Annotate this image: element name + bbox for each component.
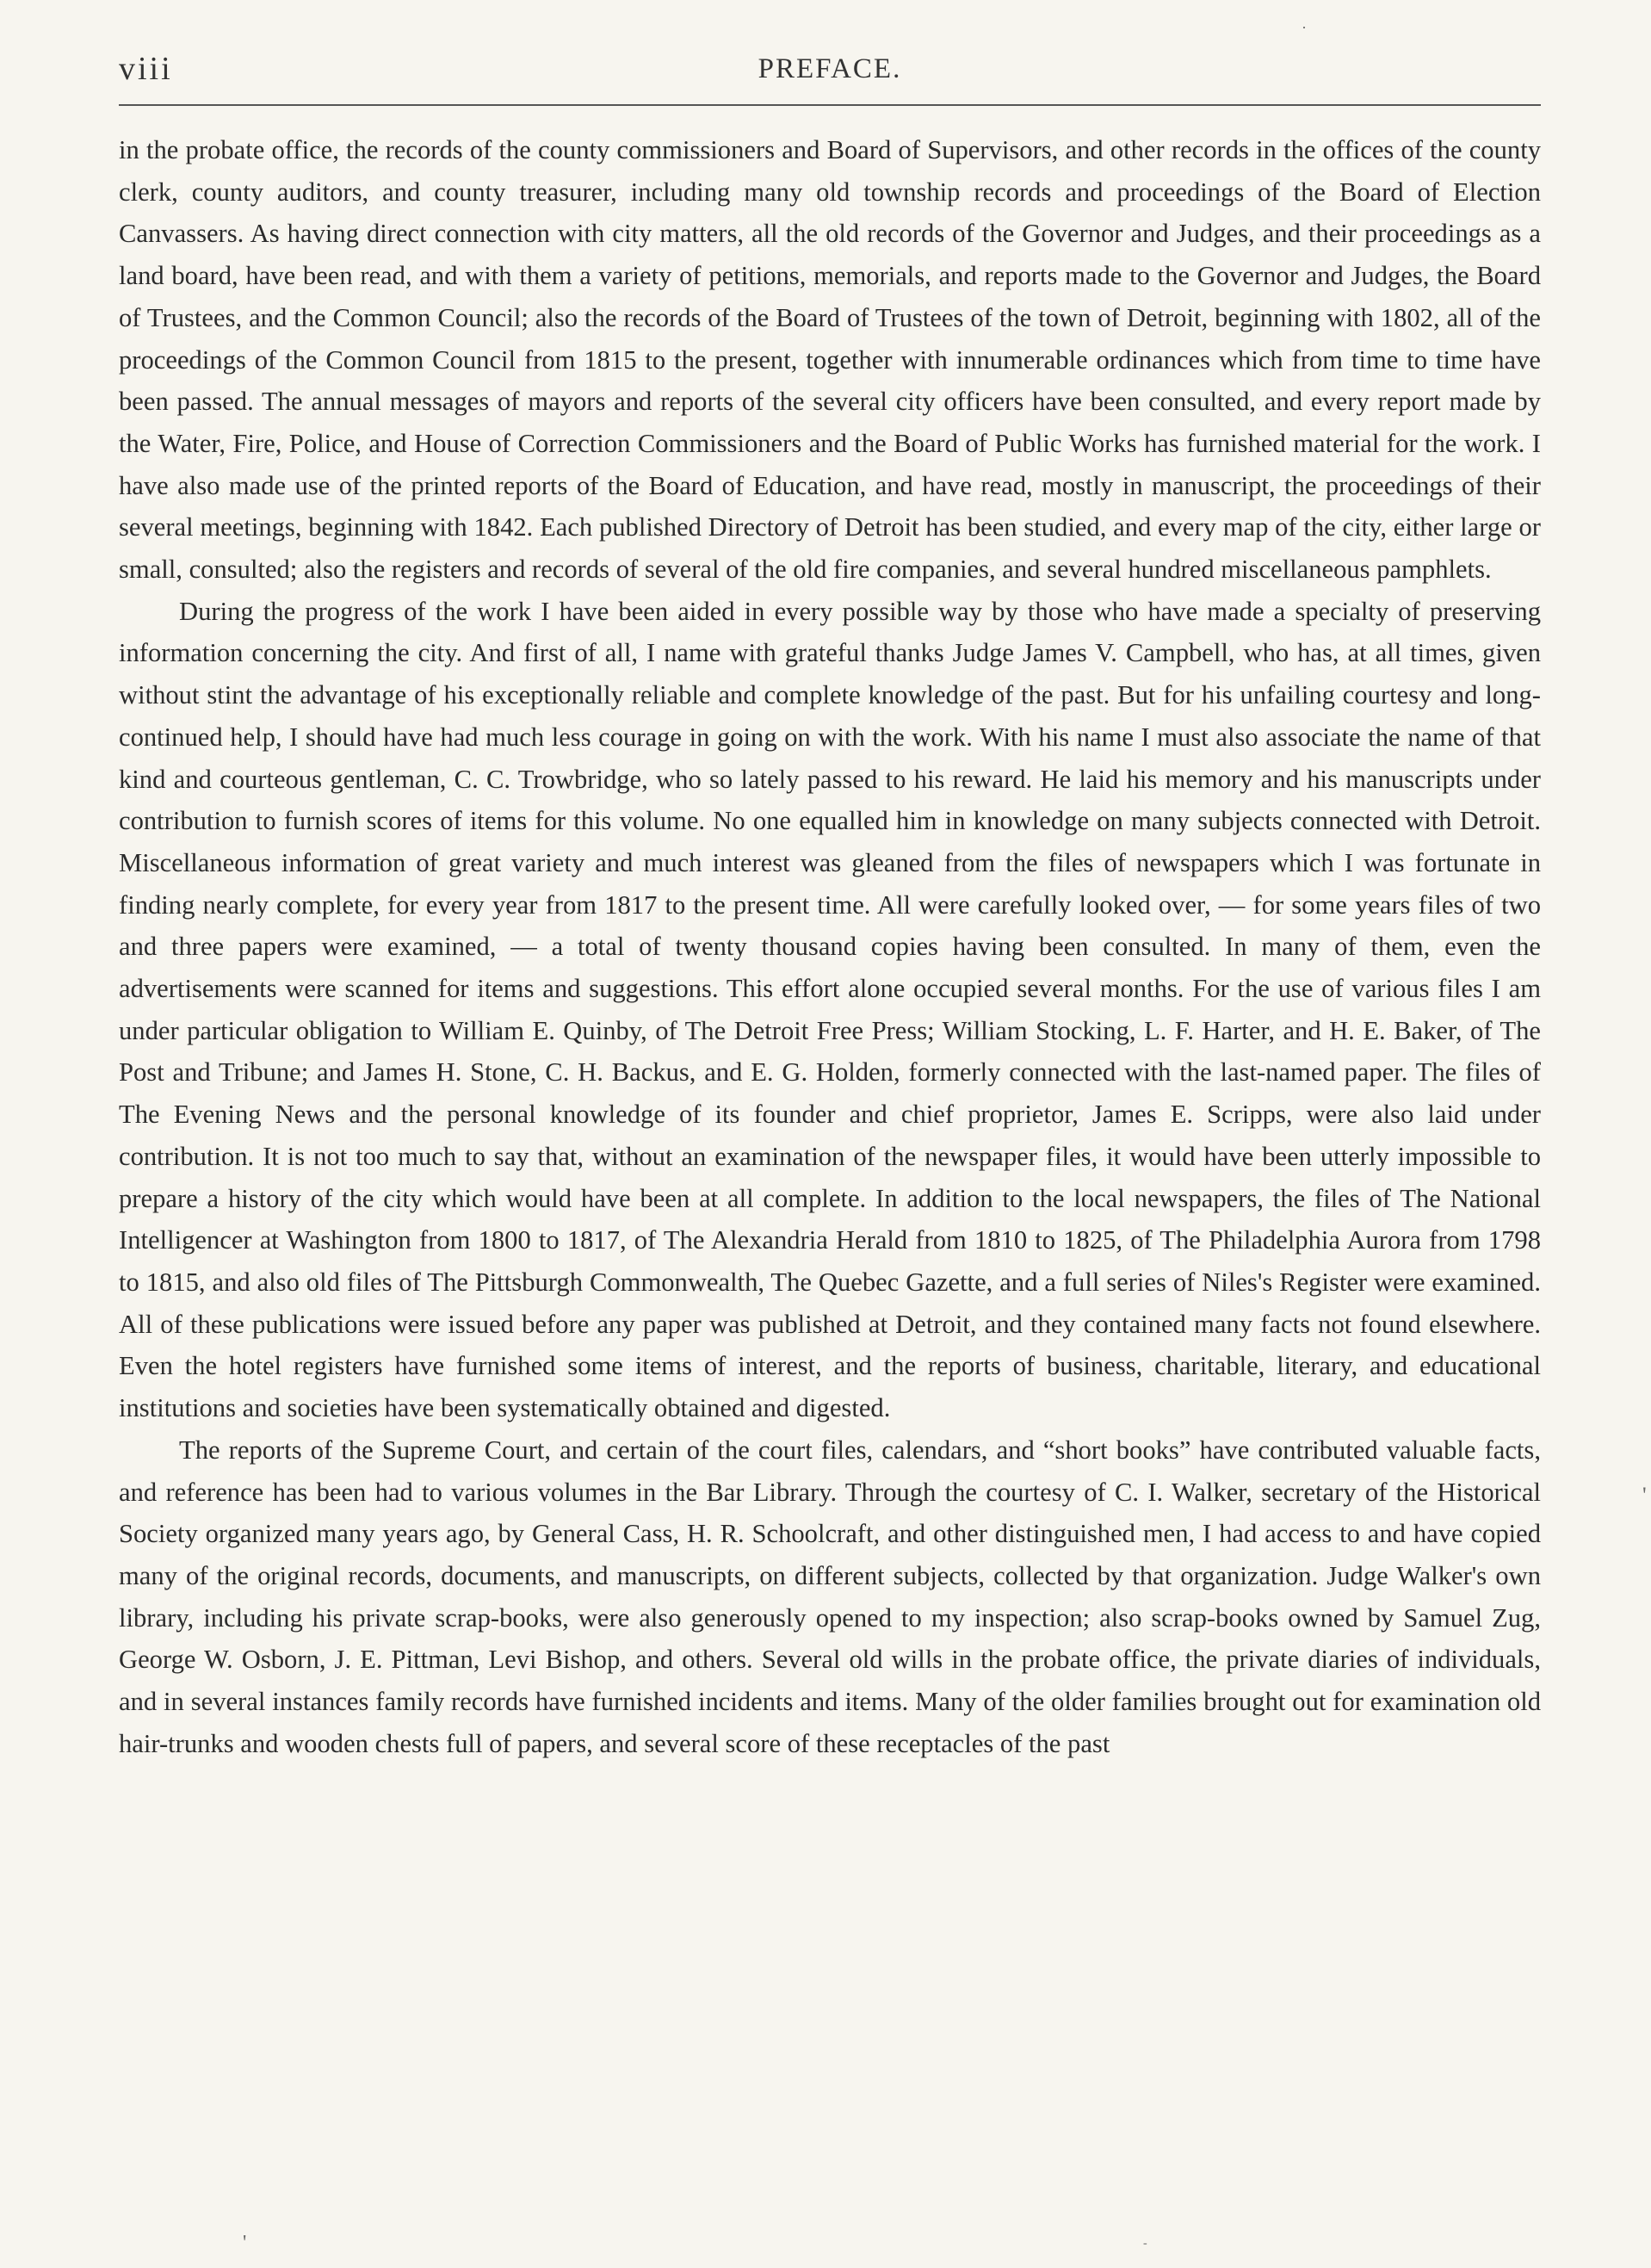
running-title: PREFACE. bbox=[757, 53, 902, 84]
paragraph-3: The reports of the Supreme Court, and certain of the court files, calendars, and “short books” have contributed valuable facts, and reference has been had to various volumes in the Bar Library. Through the courtesy of C. I. Walker, secretary of the Historical Society organized many years ago, by General Cass, H. R. Schoolcraft, and other distinguished men, I had access to and have copied many of the original records, documents, and manuscripts, on different subjects, collected by that organization. Judge Walker's own library, including his private scrap-books, were also generously opened to my inspection; also scrap-books owned by Samuel Zug, George W. Osborn, J. E. Pittman, Levi Bishop, and others. Several old wills in the probate office, the private diaries of individuals, and in several instances family records have furnished incidents and items. Many of the older families brought out for examination old hair-trunks and wooden chests full of papers, and several score of these receptacles of the past bbox=[119, 1435, 1541, 1758]
header-rule bbox=[119, 104, 1541, 106]
page-number: viii bbox=[119, 51, 173, 87]
body-text bbox=[119, 129, 1541, 1764]
ink-speck: · bbox=[1302, 19, 1307, 36]
ink-speck: ' bbox=[1642, 1483, 1647, 1508]
paragraph-1: in the probate office, the records of the county commissioners and Board of Supervisors, and other records in the offices of the county clerk, county auditors, and county treasurer, including many old township records and proceedings of the Board of Election Canvassers. As having direct connection with city matters, all the old records of the Governor and Judges, and their proceedings as a land board, have been read, and with them a variety of petitions, memorials, and reports made to the Governor and Judges, the Board of Trustees, and the Common Council; also the records of the Board of Trustees of the town of Detroit, beginning with 1802, all of the proceedings of the Common Council from 1815 to the present, together with innumerable ordinances which from time to time have been passed. The annual messages of mayors and reports of the several city officers have been consulted, and every report made by the Water, Fire, Police, and House of Correction Commissioners and the Board of Public Works has furnished material for the work. I have also made use of the printed reports of the Board of Education, and have read, mostly in manuscript, the proceedings of their several meetings, beginning with 1842. Each published Directory of Detroit has been studied, and every map of the city, either large or small, consulted; also the registers and records of several of the old fire companies, and several hundred miscellaneous pamphlets. bbox=[119, 135, 1541, 585]
ink-speck: ' bbox=[243, 2232, 247, 2254]
paragraph-2: During the progress of the work I have been aided in every possible way by those who have made a specialty of preserving information concerning the city. And first of all, I name with grateful thanks Judge James V. Campbell, who has, at all times, given without stint the advantage of his exceptionally reliable and complete knowledge of the past. But for his unfailing courtesy and long-continued help, I should have had much less courage in going on with the work. With his name I must also associate the name of that kind and courteous gentleman, C. C. Trowbridge, who so lately passed to his reward. He laid his memory and his manuscripts under contribution to furnish scores of items for this volume. No one equalled him in knowledge on many subjects connected with Detroit. Miscellaneous information of great variety and much interest was gleaned from the files of newspapers which I was fortunate in finding nearly complete, for every year from 1817 to the present time. All were carefully looked over, — for some years files of two and three papers were examined, — a total of twenty thousand copies having been consulted. In many of them, even the advertisements were scanned for items and suggestions. This effort alone occupied several months. For the use of various files I am under particular obligation to William E. Quinby, of The Detroit Free Press; William Stocking, L. F. Harter, and H. E. Baker, of The Post and Tribune; and James H. Stone, C. H. Backus, and E. G. Holden, formerly connected with the last-named paper. The files of The Evening News and the personal knowledge of its founder and chief proprietor, James E. Scripps, were also laid under contribution. It is not too much to say that, without an examination of the newspaper files, it would have been utterly impossible to prepare a history of the city which would have been at all complete. In addition to the local newspapers, the files of The National Intelligencer at Washington from 1800 to 1817, of The Alexandria Herald from 1810 to 1825, of The Philadelphia Aurora from 1798 to 1815, and also old files of The Pittsburgh Commonwealth, The Quebec Gazette, and a full series of Niles's Register were examined. All of these publications were issued before any paper was published at Detroit, and they contained many facts not found elsewhere. Even the hotel registers have furnished some items of interest, and the reports of business, charitable, literary, and educational institutions and societies have been systematically obtained and digested. bbox=[119, 596, 1541, 1423]
ink-speck: - bbox=[1143, 2237, 1147, 2250]
running-head bbox=[119, 50, 1541, 102]
